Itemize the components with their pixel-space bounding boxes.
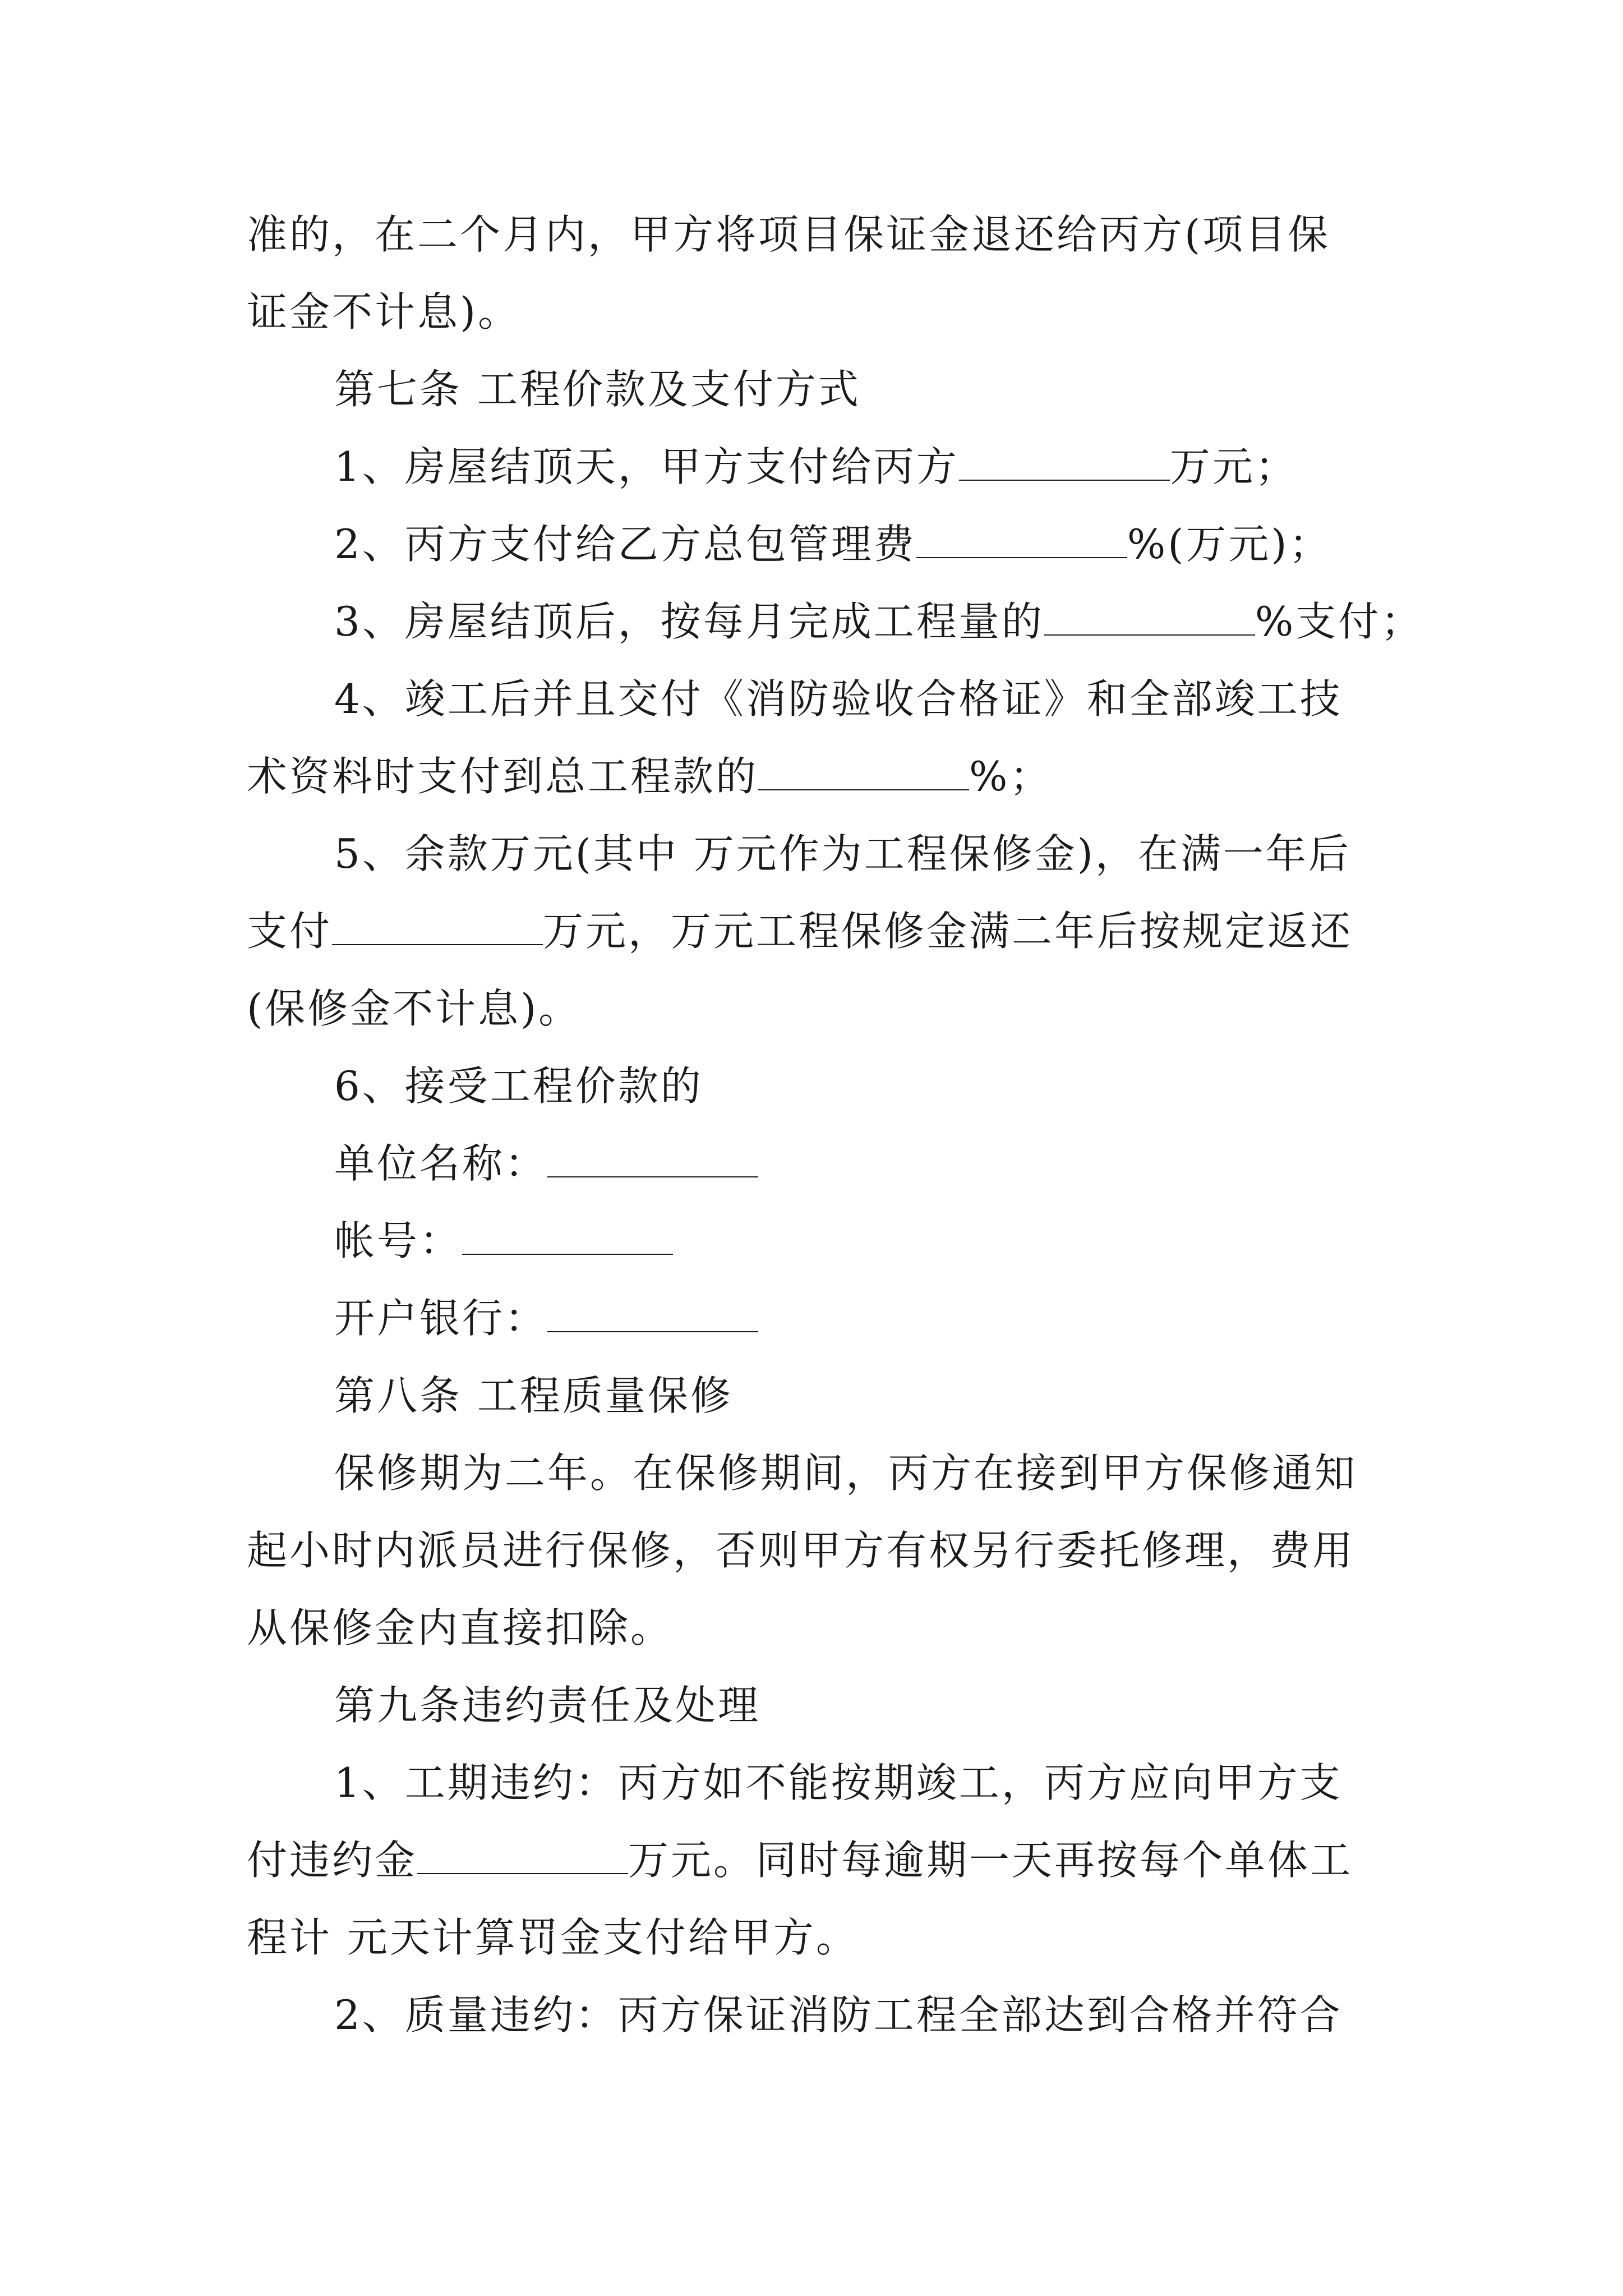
text-line xyxy=(334,1214,673,1268)
text-line xyxy=(247,749,1052,803)
text-line xyxy=(334,1137,758,1190)
text-line xyxy=(334,1291,758,1345)
text-segment: 1、房屋结顶天，甲方支付给丙方 xyxy=(334,443,959,490)
text-segment: 第八条 工程质量保修 xyxy=(334,1372,733,1419)
article-heading xyxy=(334,1369,733,1423)
text-segment: (保修金不计息)。 xyxy=(247,985,582,1032)
text-line xyxy=(334,1446,1357,1500)
text-line xyxy=(247,1911,859,1964)
text-segment: 支付 xyxy=(247,908,333,955)
text-segment: 万元。同时每逾期一天再按每个单体工 xyxy=(628,1837,1353,1884)
text-segment: 准的，在二个月内，甲方将项目保证金退还给丙方(项目保 xyxy=(247,211,1331,258)
text-segment: 2、丙方支付给乙方总包管理费 xyxy=(334,521,916,568)
fill-in-blank[interactable] xyxy=(332,910,543,945)
article-heading xyxy=(334,362,861,416)
text-line xyxy=(334,595,1423,648)
account-number-blank[interactable] xyxy=(462,1220,673,1255)
text-segment: 从保修金内直接扣除。 xyxy=(247,1604,674,1651)
fill-in-blank[interactable] xyxy=(758,756,969,790)
text-line xyxy=(334,440,1298,494)
text-line xyxy=(334,517,1331,571)
text-segment: 万元； xyxy=(1169,443,1298,490)
text-line xyxy=(334,1756,1343,1810)
text-segment: %支付； xyxy=(1255,598,1424,645)
text-segment: 5、余款万元(其中 万元作为工程保修金)，在满一年后 xyxy=(334,830,1351,877)
text-line xyxy=(247,1601,673,1655)
field-label: 帐号： xyxy=(334,1217,463,1264)
text-segment: 付违约金 xyxy=(247,1837,418,1884)
text-segment: 1、工期违约：丙方如不能按期竣工，丙方应向甲方支 xyxy=(334,1759,1343,1806)
text-line xyxy=(247,1833,1353,1887)
text-segment: 6、接受工程价款的 xyxy=(334,1062,703,1110)
text-line xyxy=(247,982,581,1036)
text-segment: 第九条违约责任及处理 xyxy=(334,1682,761,1729)
fill-in-blank[interactable] xyxy=(1044,601,1255,636)
text-line xyxy=(334,1988,1343,2042)
text-segment: 保修期为二年。在保修期间，丙方在接到甲方保修通知 xyxy=(334,1450,1358,1497)
text-segment: 程计 元天计算罚金支付给甲方。 xyxy=(247,1914,859,1961)
bank-name-blank[interactable] xyxy=(547,1297,758,1332)
fill-in-blank[interactable] xyxy=(417,1839,628,1874)
text-segment: 万元，万元工程保修金满二年后按规定返还 xyxy=(543,908,1353,955)
fill-in-blank[interactable] xyxy=(916,523,1127,558)
text-line xyxy=(247,1524,1355,1577)
text-segment: 起小时内派员进行保修，否则甲方有权另行委托修理，费用 xyxy=(247,1527,1355,1574)
text-line xyxy=(247,208,1330,261)
field-label: 单位名称： xyxy=(334,1140,548,1187)
text-segment: 2、质量违约：丙方保证消防工程全部达到合格并符合 xyxy=(334,1991,1343,2039)
text-line xyxy=(334,827,1351,881)
text-segment: 4、竣工后并且交付《消防验收合格证》和全部竣工技 xyxy=(334,675,1343,723)
text-line xyxy=(247,904,1353,958)
unit-name-blank[interactable] xyxy=(547,1143,758,1177)
field-label: 开户银行： xyxy=(334,1295,548,1342)
article-heading xyxy=(334,1678,760,1732)
text-segment: 证金不计息)。 xyxy=(247,288,521,335)
text-segment: 第七条 工程价款及支付方式 xyxy=(334,366,861,413)
fill-in-blank[interactable] xyxy=(959,446,1170,481)
text-segment: 3、房屋结顶后，按每月完成工程量的 xyxy=(334,598,1044,645)
text-line xyxy=(247,285,520,339)
text-line xyxy=(334,672,1343,726)
text-segment: 术资料时支付到总工程款的 xyxy=(247,753,759,800)
text-segment: %； xyxy=(969,753,1053,800)
text-segment: %(万元)； xyxy=(1127,521,1332,568)
text-line xyxy=(334,1059,703,1113)
